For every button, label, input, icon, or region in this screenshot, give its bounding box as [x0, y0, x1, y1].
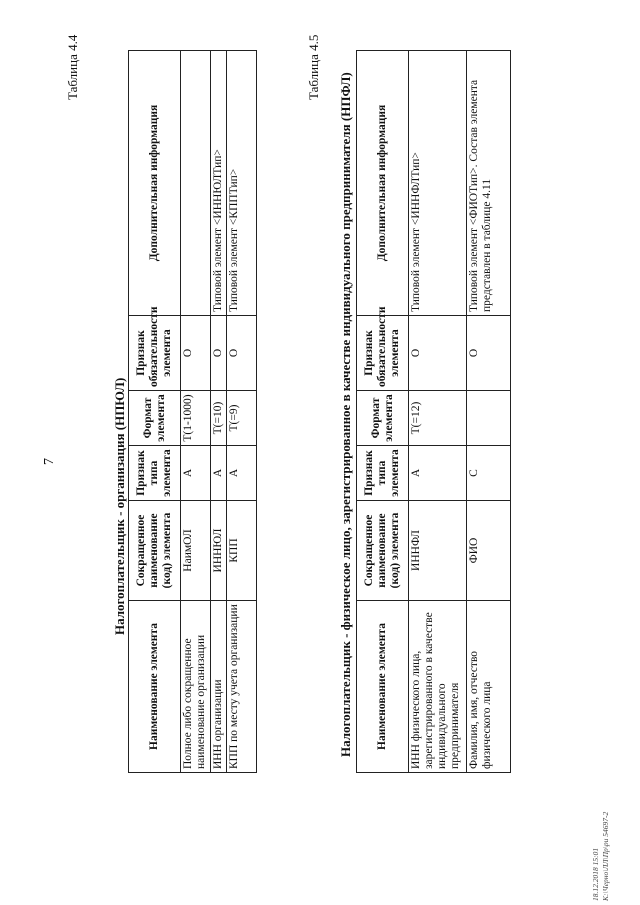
cell-type-flag: А	[227, 446, 257, 501]
header-obligation: Признак обязательности элемента	[357, 316, 409, 391]
cell-obligation: О	[467, 316, 511, 391]
table-4-5-title: Налогоплательщик - физическое лицо, зарегистрированное в качестве индивидуального предпринимателя (НПФЛ)	[338, 72, 353, 757]
cell-obligation: О	[211, 316, 227, 391]
header-type-flag: Признак типа элемента	[129, 446, 181, 501]
cell-format: T(=10)	[211, 391, 227, 446]
table-row	[227, 51, 257, 773]
cell-short-code: ИННЮЛ	[211, 501, 227, 601]
cell-obligation: О	[227, 316, 257, 391]
header-format: Формат элемента	[357, 391, 409, 446]
cell-obligation: О	[181, 316, 211, 391]
cell-additional-info: Типовой элемент <ИННФЛТип>	[409, 51, 467, 316]
header-obligation: Признак обязательности элемента	[129, 316, 181, 391]
cell-format	[467, 391, 511, 446]
table-4-4-caption: Таблица 4.4	[65, 34, 80, 100]
cell-format: T(=9)	[227, 391, 257, 446]
cell-element-name: Полное либо сокращенное наименование организации	[181, 601, 211, 773]
header-format: Формат элемента	[129, 391, 181, 446]
cell-element-name: Фамилия, имя, отчество физического лица	[467, 601, 511, 773]
cell-obligation: О	[409, 316, 467, 391]
cell-format: T(1-1000)	[181, 391, 211, 446]
page-number: 7	[42, 458, 57, 465]
cell-additional-info	[181, 51, 211, 316]
cell-short-code: ИННФЛ	[409, 501, 467, 601]
table-4-4-title: Налогоплательщик - организация (НПЮЛ)	[112, 377, 127, 635]
header-type-flag: Признак типа элемента	[357, 446, 409, 501]
cell-short-code: НаимОЛ	[181, 501, 211, 601]
table-row	[181, 51, 211, 773]
cell-short-code: ФИО	[467, 501, 511, 601]
header-element-name: Наименование элемента	[129, 601, 181, 773]
cell-type-flag: А	[409, 446, 467, 501]
table-4-5-caption: Таблица 4.5	[306, 34, 321, 100]
header-short-code: Сокращенное наименование (код) элемента	[129, 501, 181, 601]
table-4-5	[356, 50, 511, 773]
header-short-code: Сокращенное наименование (код) элемента	[357, 501, 409, 601]
table-row	[211, 51, 227, 773]
table-row	[409, 51, 467, 773]
header-additional-info: Дополнительная информация	[357, 51, 409, 316]
table-header-row	[357, 51, 409, 773]
cell-additional-info: Типовой элемент <ФИОТип>. Состав элемента представлен в таблице 4.11	[467, 51, 511, 316]
header-element-name: Наименование элемента	[357, 601, 409, 773]
footer-timestamp: 18.12.2018 15:01	[591, 847, 600, 901]
table-row	[467, 51, 511, 773]
cell-element-name: ИНН организации	[211, 601, 227, 773]
cell-type-flag: А	[181, 446, 211, 501]
cell-type-flag: А	[211, 446, 227, 501]
cell-format: T(=12)	[409, 391, 467, 446]
table-header-row	[129, 51, 181, 773]
cell-short-code: КПП	[227, 501, 257, 601]
cell-additional-info: Типовой элемент <КППТип>	[227, 51, 257, 316]
cell-element-name: КПП по месту учета организации	[227, 601, 257, 773]
footer-file-path: К:\Черно\ЛЛ\Пр\ри 54697-2	[601, 811, 610, 901]
cell-additional-info: Типовой элемент <ИННЮЛТип>	[211, 51, 227, 316]
cell-element-name: ИНН физического лица, зарегистрированного в качестве индивидуального предпринимателя	[409, 601, 467, 773]
header-additional-info: Дополнительная информация	[129, 51, 181, 316]
cell-type-flag: С	[467, 446, 511, 501]
table-4-4	[128, 50, 257, 773]
